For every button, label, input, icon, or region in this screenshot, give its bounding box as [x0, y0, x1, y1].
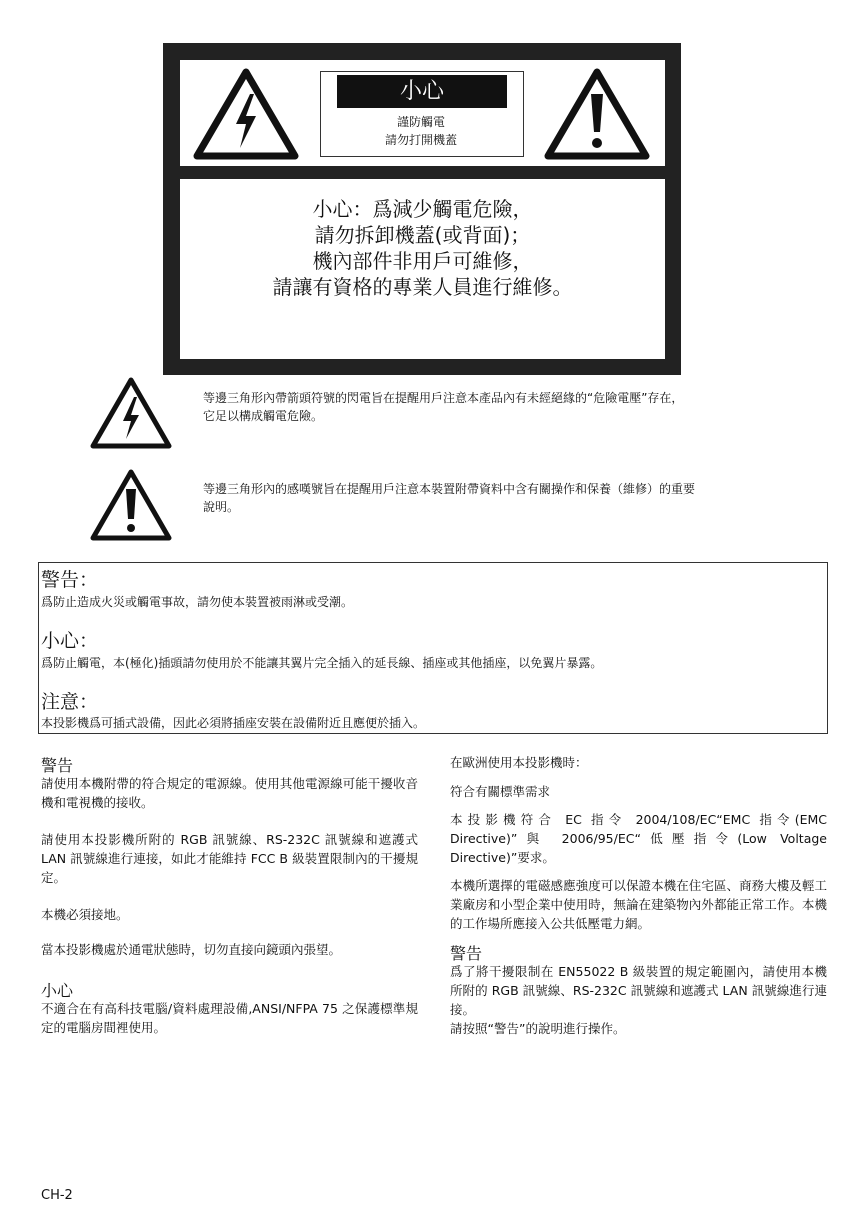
caution-label-line1: 謹防觸電: [396, 115, 445, 129]
warning-box: [38, 562, 828, 734]
lightning-note-line1: 等邊三角形內帶箭頭符號的閃電旨在提醒用戶注意本產品內有未經絕緣的“危險電壓”存在，: [203, 391, 684, 405]
panel-text-line: 請勿拆卸機蓋(或背面)；: [314, 223, 531, 247]
exclamation-triangle-icon: [543, 66, 651, 162]
lightning-triangle-icon: [89, 375, 173, 451]
left-paragraph: 本機必須接地。: [41, 907, 129, 922]
right-paragraph: 爲了將干擾限制在 EN55022 B 級裝置的規定範圍內，請使用本機所附的 RGB 訊號線、RS-232C 訊號線和遮護式 LAN 訊號線進行連接。: [450, 964, 827, 1017]
right-paragraph: 在歐洲使用本投影機時：: [450, 755, 588, 770]
caution-label-line2: 請勿打開機蓋: [384, 133, 457, 147]
lightning-triangle-icon: [192, 66, 300, 162]
exclamation-triangle-icon: [89, 467, 173, 543]
notice-heading: 注意：: [41, 691, 99, 713]
caution-text: 爲防止觸電，本(極化)插頭請勿使用於不能讓其翼片完全插入的延長線、插座或其他插座，以免翼片暴露。: [41, 656, 603, 670]
right-paragraph: 本投影機符合 EC 指令 2004/108/EC“EMC 指令(EMC Directive)”與 2006/95/EC“低壓指令(Low Voltage Directive)”要求。: [450, 812, 827, 865]
panel-text-line: 小心：爲減少觸電危險，: [312, 197, 533, 221]
warning-text: 爲防止造成火災或觸電事故，請勿使本裝置被雨淋或受潮。: [41, 595, 354, 609]
left-paragraph: 請使用本投影機所附的 RGB 訊號線、RS-232C 訊號線和遮護式 LAN 訊號線進行連接，如此才能維持 FCC B 級裝置限制內的干擾規定。: [41, 832, 418, 885]
left-paragraph: 當本投影機處於通電狀態時，切勿直接向鏡頭內張望。: [41, 942, 342, 957]
right-paragraph: 本機所選擇的電磁感應強度可以保證本機在住宅區、商務大樓及輕工業廠房和小型企業中使用時，無論在建築物內外都能正常工作。本機的工作場所應接入公共低壓電力網。: [450, 878, 827, 931]
exclamation-note-line2: 說明。: [203, 500, 240, 514]
right-paragraph: 請按照“警告”的說明進行操作。: [450, 1021, 626, 1036]
caution-label-title: 小心: [337, 75, 507, 108]
left-paragraph: 不適合在有高科技電腦/資料處理設備,ANSI/NFPA 75 之保護標準規定的電腦房間裡使用。: [41, 1001, 418, 1035]
caution-heading: 小心：: [41, 630, 99, 652]
warning-heading: 警告：: [41, 569, 99, 591]
left-paragraph: 請使用本機附帶的符合規定的電源線。使用其他電源線可能干擾收音機和電視機的接收。: [41, 776, 418, 810]
left-caution-heading: 小心: [41, 981, 74, 1000]
panel-text-line: 請讓有資格的專業人員進行維修。: [272, 275, 573, 299]
lightning-note-line2: 它足以構成觸電危險。: [203, 409, 324, 423]
right-paragraph: 符合有關標準需求: [450, 784, 551, 799]
exclamation-note-line1: 等邊三角形內的感嘆號旨在提醒用戶注意本裝置附帶資料中含有關操作和保養（維修）的重要: [203, 482, 696, 496]
page-number: CH-2: [41, 1188, 73, 1203]
notice-text: 本投影機爲可插式設備，因此必須將插座安裝在設備附近且應便於插入。: [41, 716, 426, 730]
right-warning-heading: 警告: [450, 944, 483, 963]
left-warning-heading: 警告: [41, 756, 74, 775]
panel-text-line: 機內部件非用戶可維修，: [312, 249, 533, 273]
